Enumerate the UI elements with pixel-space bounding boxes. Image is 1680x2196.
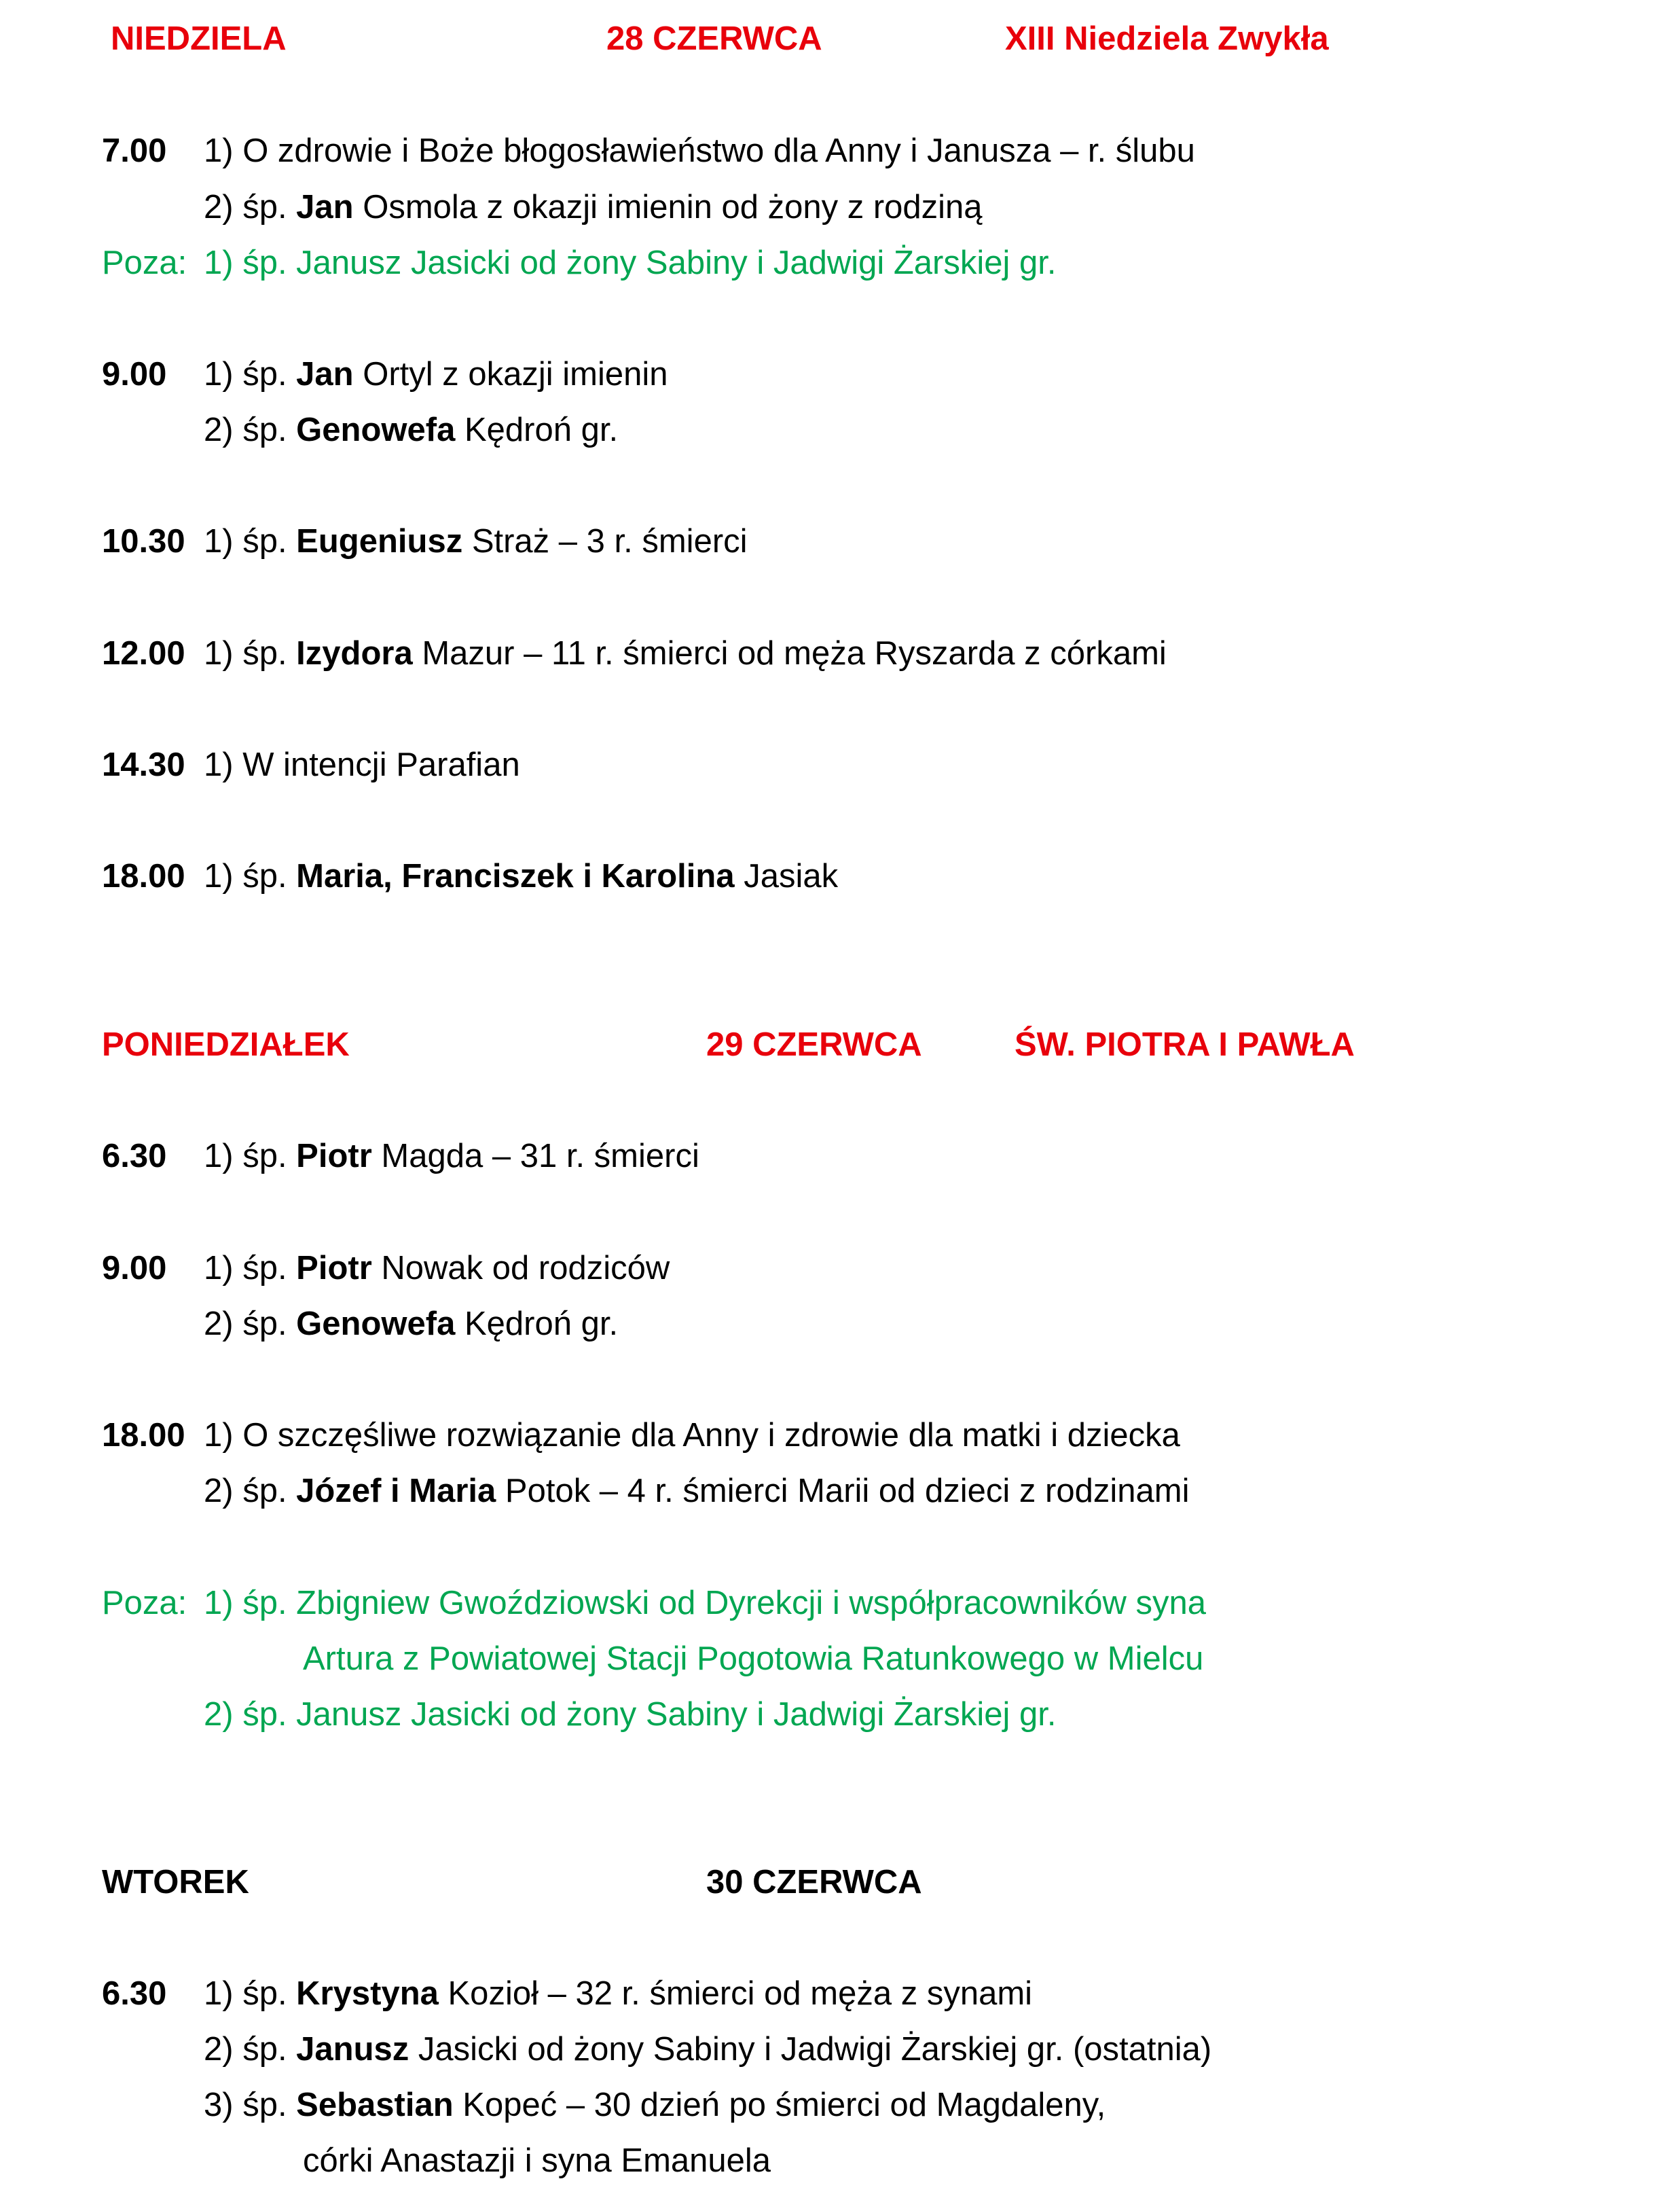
mass-intention: 1) śp. Jan Ortyl z okazji imienin xyxy=(204,356,668,393)
mass-time: 6.30 xyxy=(102,1138,167,1174)
mass-intention: 1) śp. Zbigniew Gwoździowski od Dyrekcji i współpracowników syna xyxy=(204,1585,1206,1621)
mass-time: 14.30 xyxy=(102,746,185,783)
day-feast: ŚW. PIOTRA I PAWŁA xyxy=(1015,1026,1355,1063)
mass-intention: 1) śp. Janusz Jasicki od żony Sabiny i Jadwigi Żarskiej gr. xyxy=(204,245,1057,281)
mass-intention: 1) śp. Krystyna Kozioł – 32 r. śmierci od męża z synami xyxy=(204,1975,1033,2012)
mass-intention: 1) śp. Eugeniusz Straż – 3 r. śmierci xyxy=(204,523,748,560)
mass-intention-continuation: Artura z Powiatowej Stacji Pogotowia Ratunkowego w Mielcu xyxy=(303,1640,1204,1677)
mass-intention: 2) śp. Józef i Maria Potok – 4 r. śmierci Marii od dzieci z rodzinami xyxy=(204,1473,1190,1509)
day-feast: XIII Niedziela Zwykła xyxy=(1005,20,1329,57)
day-date: 30 CZERWCA xyxy=(706,1864,922,1901)
mass-intention: 1) O szczęśliwe rozwiązanie dla Anny i zdrowie dla matki i dziecka xyxy=(204,1417,1180,1454)
mass-intention: 3) śp. Sebastian Kopeć – 30 dzień po śmierci od Magdaleny, xyxy=(204,2087,1106,2123)
day-date: 29 CZERWCA xyxy=(706,1026,922,1063)
mass-intention: 2) śp. Janusz Jasicki od żony Sabiny i Jadwigi Żarskiej gr. xyxy=(204,1696,1057,1733)
poza-label: Poza: xyxy=(102,245,187,281)
mass-time: 10.30 xyxy=(102,523,185,560)
day-name: NIEDZIELA xyxy=(111,20,287,57)
mass-intention: 1) śp. Maria, Franciszek i Karolina Jasiak xyxy=(204,858,839,895)
mass-intention: 1) śp. Piotr Nowak od rodziców xyxy=(204,1250,670,1286)
day-name: WTOREK xyxy=(102,1864,249,1901)
mass-intention: 1) śp. Izydora Mazur – 11 r. śmierci od męża Ryszarda z córkami xyxy=(204,635,1167,672)
day-date: 28 CZERWCA xyxy=(606,20,822,57)
mass-intention: 2) śp. Genowefa Kędroń gr. xyxy=(204,412,619,448)
mass-time: 7.00 xyxy=(102,132,167,169)
day-name: PONIEDZIAŁEK xyxy=(102,1026,350,1063)
mass-intention: 1) O zdrowie i Boże błogosławieństwo dla Anny i Janusza – r. ślubu xyxy=(204,132,1195,169)
mass-intention: 1) śp. Piotr Magda – 31 r. śmierci xyxy=(204,1138,699,1174)
mass-intention: 2) śp. Janusz Jasicki od żony Sabiny i Jadwigi Żarskiej gr. (ostatnia) xyxy=(204,2031,1212,2068)
mass-time: 6.30 xyxy=(102,1975,167,2012)
mass-time: 9.00 xyxy=(102,1250,167,1286)
poza-label: Poza: xyxy=(102,1585,187,1621)
mass-time: 12.00 xyxy=(102,635,185,672)
mass-intention: 2) śp. Genowefa Kędroń gr. xyxy=(204,1306,619,1342)
mass-intention: 2) śp. Jan Osmola z okazji imienin od żony z rodziną xyxy=(204,189,983,226)
mass-time: 18.00 xyxy=(102,858,185,895)
mass-time: 9.00 xyxy=(102,356,167,393)
mass-intention-continuation: córki Anastazji i syna Emanuela xyxy=(303,2142,771,2179)
mass-intention: 1) W intencji Parafian xyxy=(204,746,520,783)
mass-time: 18.00 xyxy=(102,1417,185,1454)
